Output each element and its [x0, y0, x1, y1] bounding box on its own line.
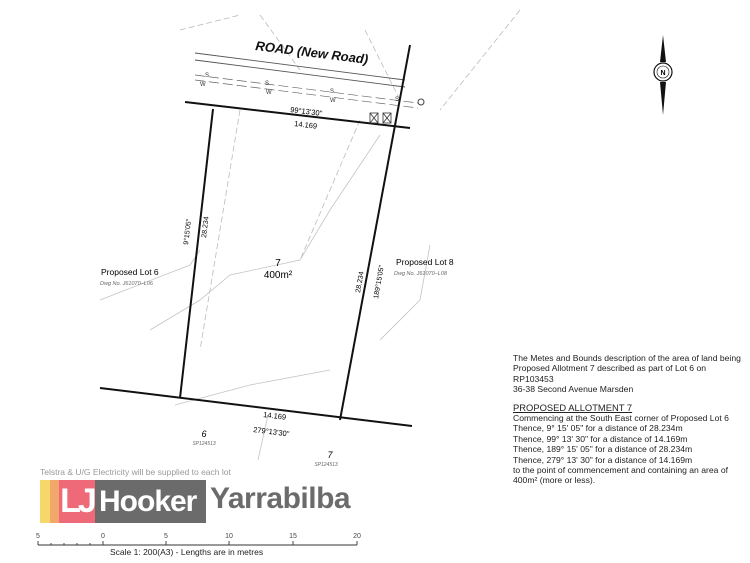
- right-bearing: 189°15'05": [373, 264, 386, 300]
- top-distance: 14.169: [293, 119, 318, 131]
- sewer-marker: S: [205, 73, 210, 79]
- north-label: N: [660, 70, 666, 77]
- brand-name: Hooker: [95, 480, 206, 523]
- description-line: to the point of commencement and containing an area of 400m² (more or less).: [513, 465, 728, 486]
- left-distance: 28.234: [201, 216, 211, 239]
- scale-ticks: [36, 533, 361, 540]
- scale-bar: [38, 541, 357, 545]
- road-label: ROAD (New Road): [254, 38, 370, 67]
- scale-tick-label: 15: [289, 533, 297, 540]
- address-text: 36-38 Second Avenue Marsden: [513, 384, 634, 395]
- intro-text: The Metes and Bounds description of the area of land being Proposed Allotment 7 described as part of Lot 6 on RP103453: [513, 353, 741, 384]
- scale-tick-label: 10: [225, 533, 233, 540]
- bottom-bearing: 279°13'30": [252, 425, 290, 439]
- lj-hooker-logo: [40, 480, 206, 523]
- service-pit-icon: [418, 99, 424, 105]
- neighbour-left-dwg: Dwg No. J61070–L06: [100, 281, 153, 287]
- top-bearing: 99°13'30": [289, 105, 323, 118]
- water-marker: W: [266, 90, 272, 96]
- description-line: Thence, 189° 15' 05" for a distance of 28.234m: [513, 444, 693, 455]
- neighbour-left-name: Proposed Lot 6: [101, 267, 159, 277]
- left-bearing: 9°15'05": [183, 218, 194, 246]
- water-marker: W: [330, 98, 336, 104]
- scale-tick-label: 20: [353, 533, 361, 540]
- lot-number: 7: [275, 258, 281, 269]
- south-left-lot: 6: [201, 429, 207, 439]
- allotment-heading: PROPOSED ALLOTMENT 7: [513, 401, 633, 413]
- service-lines: [195, 75, 418, 108]
- description-line: Thence, 99° 13' 30" for a distance of 14.169m: [513, 433, 688, 444]
- description-line: Commencing at the South East corner of Proposed Lot 6: [513, 413, 729, 424]
- scale-tick-label: 5: [164, 533, 168, 540]
- bottom-distance: 14.169: [262, 410, 287, 422]
- scale-tick-label: 5: [36, 533, 40, 540]
- office-name: Yarrabilba: [210, 482, 351, 515]
- description-line: Thence, 279° 13' 30" for a distance of 14.169m: [513, 454, 693, 465]
- sewer-marker: S: [265, 81, 270, 87]
- right-distance: 28.234: [355, 271, 366, 294]
- lot-area: 400m²: [263, 270, 293, 281]
- south-right-lot: 7: [327, 450, 333, 460]
- scale-caption: Scale 1: 200(A3) - Lengths are in metres: [110, 547, 264, 557]
- water-marker: W: [200, 82, 206, 88]
- neighbour-right-dwg: Dwg No. J61070–L08: [394, 271, 447, 277]
- meter-box-icon: [370, 113, 391, 123]
- service-markers: [200, 73, 399, 104]
- south-left-plan: SP124513: [192, 441, 216, 447]
- description-line: Thence, 9° 15' 05" for a distance of 28.234m: [513, 423, 683, 434]
- metes-bounds-description: [513, 353, 748, 486]
- south-right-plan: SP124513: [314, 462, 338, 468]
- sewer-marker: S: [330, 89, 335, 95]
- scale-tick-label: 0: [101, 533, 105, 540]
- lot-boundary: [100, 45, 412, 426]
- neighbour-right-name: Proposed Lot 8: [396, 257, 454, 267]
- services-note: Telstra & U/G Electricity will be supplied to each lot: [40, 467, 231, 477]
- sewer-marker: S: [395, 97, 400, 103]
- north-arrow-icon: [654, 35, 672, 115]
- brand-mark: LJ: [59, 480, 95, 523]
- description-intro: [513, 353, 748, 395]
